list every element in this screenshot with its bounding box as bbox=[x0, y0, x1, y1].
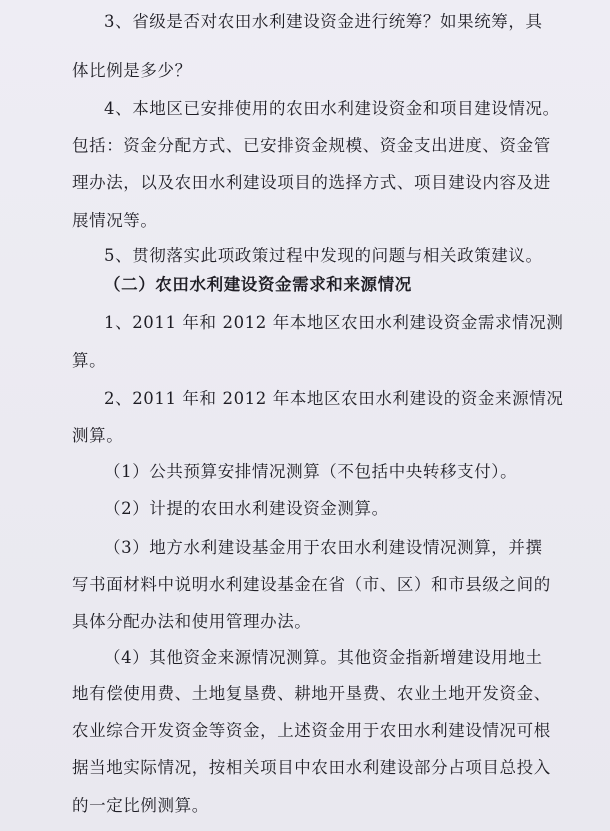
text-line: 包括：资金分配方式、已安排资金规模、资金支出进度、资金管 bbox=[72, 136, 551, 155]
text-line: 具体分配办法和使用管理办法。 bbox=[72, 612, 312, 631]
section-heading: （二）农田水利建设资金需求和来源情况 bbox=[104, 275, 412, 294]
text-line: 体比例是多少？ bbox=[72, 61, 192, 80]
text-line: 4、本地区已安排使用的农田水利建设资金和项目建设情况。 bbox=[104, 99, 560, 118]
text-line: 理办法，以及农田水利建设项目的选择方式、项目建设内容及进 bbox=[72, 173, 551, 192]
text-line: 算。 bbox=[72, 351, 107, 370]
text-line: 展情况等。 bbox=[72, 211, 158, 230]
text-line: （1）公共预算安排情况测算（不包括中央转移支付）。 bbox=[104, 462, 518, 481]
text-line: 3、省级是否对农田水利建设资金进行统筹？如果统筹，具 bbox=[104, 12, 543, 31]
text-line: 的一定比例测算。 bbox=[72, 796, 209, 815]
text-line: （2）计提的农田水利建设资金测算。 bbox=[104, 499, 389, 518]
text-line: 测算。 bbox=[72, 426, 124, 445]
text-line: （3）地方水利建设基金用于农田水利建设情况测算，并撰 bbox=[104, 538, 543, 557]
text-line: 据当地实际情况，按相关项目中农田水利建设部分占项目总投入 bbox=[72, 758, 551, 777]
text-line: 1、2011 年和 2012 年本地区农田水利建设资金需求情况测 bbox=[104, 313, 564, 332]
text-line: 地有偿使用费、土地复垦费、耕地开垦费、农业土地开发资金、 bbox=[72, 684, 551, 703]
text-line: 2、2011 年和 2012 年本地区农田水利建设的资金来源情况 bbox=[104, 389, 564, 408]
text-line: 农业综合开发资金等资金，上述资金用于农田水利建设情况可根 bbox=[72, 721, 551, 740]
text-line: （4）其他资金来源情况测算。其他资金指新增建设用地土 bbox=[104, 648, 543, 667]
text-line: 写书面材料中说明水利建设基金在省（市、区）和市县级之间的 bbox=[72, 575, 551, 594]
text-line: 5、贯彻落实此项政策过程中发现的问题与相关政策建议。 bbox=[104, 246, 543, 265]
